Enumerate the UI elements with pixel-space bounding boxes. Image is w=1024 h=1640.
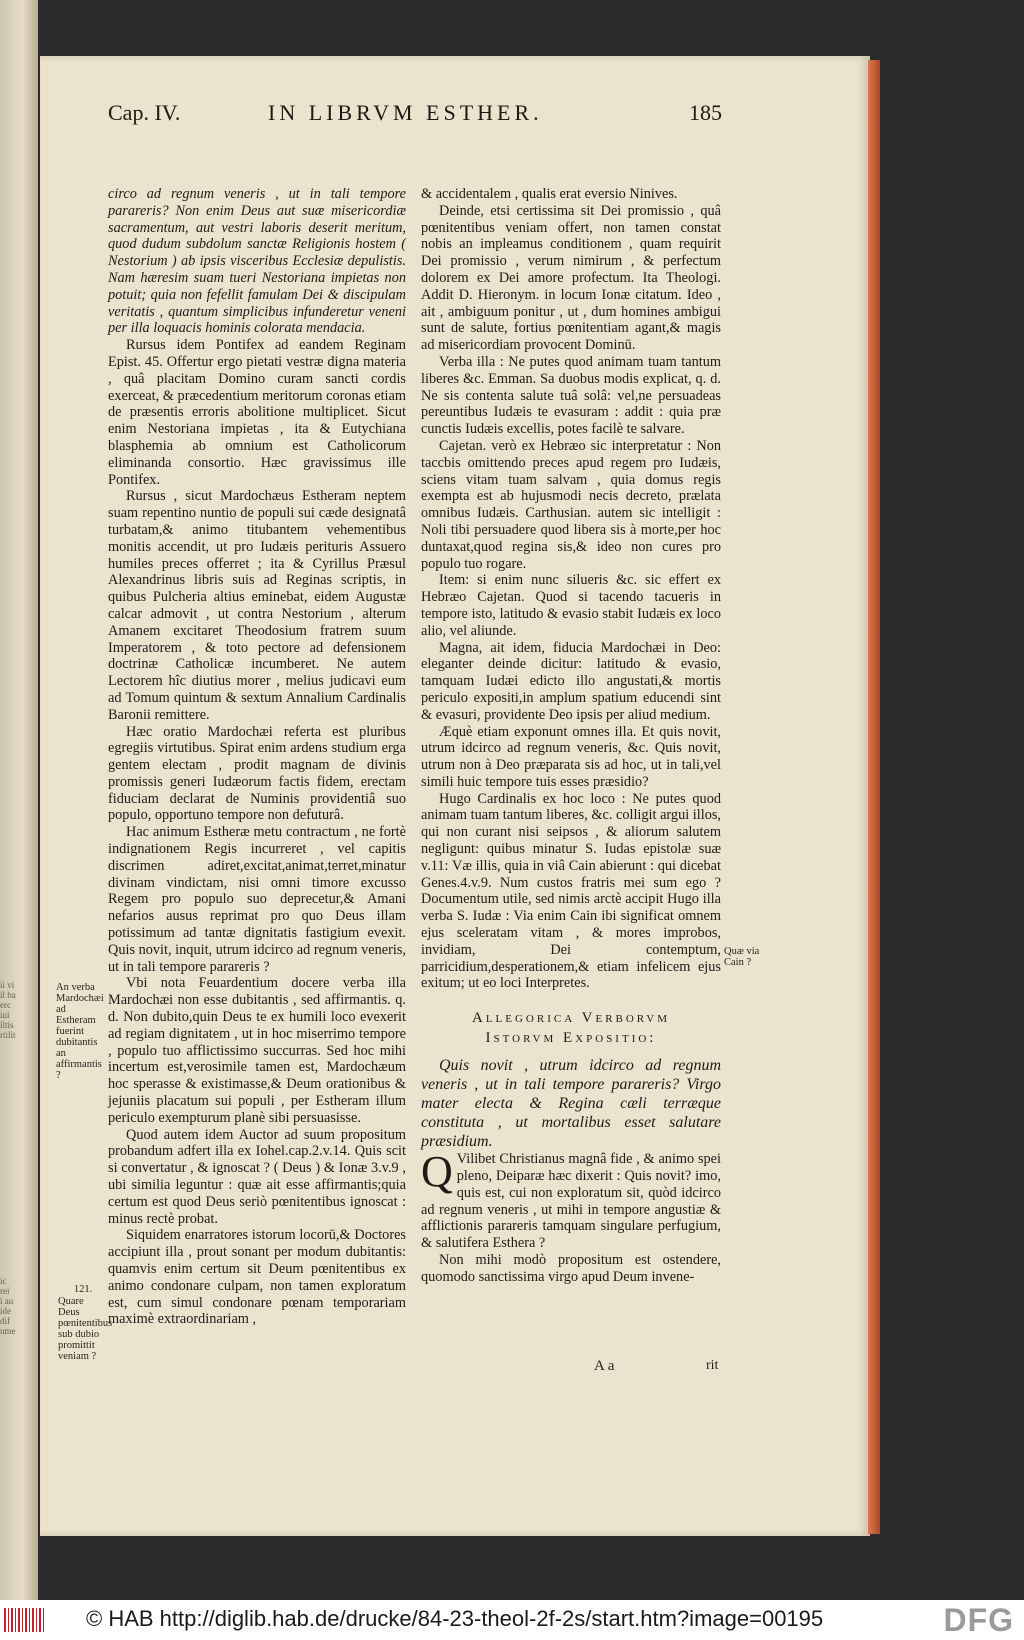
bleed-fragment: ide <box>0 1306 11 1316</box>
section-lead-quote: Quis novit , utrum idcirco ad regnum veneris , ut in tali tempore parareris? Virgo mater electa & Regina cæli terræque constituta , ut mortalibus esset salutare præsidium. <box>421 1057 721 1151</box>
dfg-logo: DFG <box>943 1602 1014 1638</box>
paragraph: Vbi nota Feuardentium docere verba illa Mardochæi non esse dubitantis , sed affirmantis. q. d. Non dubito,quin Deus te ex humili loco evexerit ad regiam dignitatem , ut in hoc miserrimo tempore , populo tuo afflictissimo succurras. Sed hoc mihi incertum est,verosimile tamen est, Mardochæum hoc sperasse & existimasse,& Deum orationibus & jejuniis placatum sui populi , per Estheram illum periculo exempturum planè sibi persuasisse. <box>108 975 406 1126</box>
paragraph <box>421 1147 721 1252</box>
paragraph-text: Vilibet Christianus magnâ fide , & animo spei pleno, Deiparæ hæc dixerit : Quis novit? imo, quis est, cui non exploratum sit, quòd idcirco ad regnum veneris , ut mihi in tempore angustiæ & afflictionis parareris tamquam singulare perfugium, & salutifera Esthera ? <box>421 1151 721 1252</box>
page-number: 185 <box>689 100 722 125</box>
running-header <box>108 100 722 128</box>
paragraph: & accidentalem , qualis erat eversio Ninives. <box>421 186 678 202</box>
bleed-fragment: dif <box>0 1316 10 1326</box>
bleed-fragment: ume <box>0 1326 16 1336</box>
paragraph: circo ad regnum veneris , ut in tali tempore parareris? Non enim Deus aut suæ misericordiæ sacramentum, aut vestri laboris deserit meritum, quod dudum subdolum sanctæ Religionis hostem ( Nestorium ) ab ipsis visceribus Ecclesiæ depulistis. Nam hæresim suam tueri Nestoriana impietas non potuit; quia non fefellit famulam Dei & discipulam veritatis , quantum simplicibus infunderetur veneni per illa loquacis hominis colorata mendacia. <box>108 186 406 337</box>
running-title: IN LIBRVM ESTHER. <box>268 100 543 125</box>
margin-note: Quare Deus pœnitentibus sub dubio promittit veniam ? <box>58 1296 113 1362</box>
margin-note: An verba Mardochæi ad Estheram fuerint dubitantis an affirmantis ? <box>56 982 104 1081</box>
paragraph: Æquè etiam exponunt omnes illa. Et quis novit, utrum idcirco ad regnum veneris, &c. Quis novit, utrum non à Deo præparata sis ad hoc, ut in tali,vel simili huic tempore tuis esses præsidio? <box>421 723 721 790</box>
paragraph: Rursus idem Pontifex ad eandem Reginam Epist. 45. Offertur ergo pietati vestræ digna materia , quâ placitam Domino curam sancti cordis exerceat, & præcedentium meritorum coronas etiam de præsentis erroris abolitione multiplicet. Sicut enim Nestoriana impietas , ita & Eutychiana blasphemia ab omnium est Catholicorum eliminanda consortio. Hæc gravissimus ille Pontifex. <box>108 337 406 488</box>
bleed-fragment: iltis <box>0 1020 14 1030</box>
chapter-label: Cap. IV. <box>108 100 181 125</box>
left-page-bleed-text-lower <box>0 1276 34 1336</box>
footer-bar <box>0 1600 1024 1640</box>
paragraph: Rursus , sicut Mardochæus Estheram neptem suam repentino nuntio de populi sui cæde designatâ turbatam,& animo titubantem vehementibus monitis accendit, ut pro Iudæis perituris Assuero humiles preces offerret ; ita & Cyrillus Præsul Alexandrinus libris suis ad Reginas scriptis, in quibus Pulcheria altius eminebat, eidem Augustæ calcar admovit , ut contra Nestorium , alterum Amanem excitaret Theodosium fratrem suum Imperatorem , & toto pectore ad defensionem doctrinæ Catholicæ incumberet. Ne autem Lectorem hîc diutius morer , melius judicavi eum ad Tomum quintum & sextum Annalium Cardinalis Baronii remittere. <box>108 488 406 723</box>
paragraph: Hæc oratio Mardochæi referta est pluribus egregiis virtutibus. Spirat enim ardens studium erga gentem electam , prodit magnam de divinis promissis generi Iudæorum factis fidem, erectam fiduciam declarat de Numinis providentiâ suo populo, opportuno tempore non defuturâ. <box>108 723 406 824</box>
bleed-fragment: i au <box>0 1296 14 1306</box>
bleed-fragment: il ba <box>0 990 16 1000</box>
paragraph: Quod autem idem Auctor ad suum propositum probandum adfert illa ex Iohel.cap.2.v.14. Quis scit si convertatur , & ignoscat ? ( Deus ) & Ionæ 3.v.9 , ubi similia leguntur : quæ ait esse affirmantis;quia certum est quod Deus seriò pœnitentibus ignoscat : minus rectè probat. <box>108 1126 406 1227</box>
catchword: rit <box>706 1358 719 1373</box>
bleed-fragment: ic <box>0 1276 7 1286</box>
paragraph: Cajetan. verò ex Hebræo sic interpretatur : Non taccbis omittendo preces apud regem pro Iudæis, sciens vitam tuam salvam , quia domus regis exempta est ab hujusmodi necis decreto, prælata omnibus Iudæis. Carthusian. autem sic intelligit : Noli tibi persuadere quod libera sis à morte,per hoc duntaxat,quod regina sis,& ideo non cures pro populo tuo rogare. <box>421 437 721 572</box>
paragraph: Deinde, etsi certissima sit Dei promissio , quâ pœnitentibus veniam offert, non tamen constat nobis an impleamus conditionem , quam requirit Dei promissio , verum nimirum , & perfectum dolorem ex Dei amore profectum. Ita Theologi. Addit D. Hieronym. in locum Ionæ citatum. Ideo , ait , ambiguum ponitur , ut , dum homines ambigui sunt de salute, fortius pœnitentiam agant,& magis ad misericordiam provocent Dominū. <box>421 202 721 354</box>
paragraph: Hac animum Estheræ metu contractum , ne fortè indignationem Regis incurreret , vel capitis discrimen adiret,excitat,animat,terret,minatur divinam vindictam, nisi omni timore excusso Regem pro populo suo deprecetur,& Amani nefarios ausus reprimat pro quo Deus illam potissimum ad tantæ dignitatis fastigium evexit. Quis novit, inquit, utrum idcirco ad regnum veneris, ut in tali tempore parareris ? <box>108 824 406 975</box>
bleed-fragment: rtilit <box>0 1030 16 1040</box>
paragraph: Item: si enim nunc silueris &c. sic effert ex Hebræo Cajetan. Quod si tacendo tacueris in tempore isto, latitudo & evasio stabit Iudæis ex loco alio, vel aliunde. <box>421 572 721 639</box>
paragraph: Verba illa : Ne putes quod animam tuam tantum liberes &c. Emman. Sa duobus modis explicat, q. d. Ne sis contenta salute tuâ solâ: vel,ne persuadeas pereuntibus Iudæis te evasuram : addit : quia præ cunctis Iudæis excellis, potes facilè te salvare. <box>421 353 721 438</box>
signature-mark: A a <box>594 1358 615 1374</box>
margin-note-number: 121. <box>73 1284 93 1295</box>
bleed-fragment: rei <box>0 1286 10 1296</box>
section-heading <box>421 1008 721 1048</box>
bleed-fragment: ii vi <box>0 980 15 990</box>
left-text-column <box>108 186 406 1328</box>
margin-note: Quæ via Cain ? <box>724 946 760 968</box>
barcode-icon <box>4 1608 44 1632</box>
right-text-column <box>421 186 721 1286</box>
paragraph: Siquidem enarratores istorum locorū,& Doctores accipiunt illa , prout sonant per modum dubitantis: quamvis enim certum sit Deum pœnitentibus ex animo condonare culpam, non tamen exploratum est, cum simul condonare pœnam temporariam maximè extraordinariam , <box>108 1227 406 1328</box>
paragraph: Magna, ait idem, fiducia Mardochæi in Deo: eleganter deinde dicitur: latitudo & evasio, tamquam Iudæi edicto illo angustati,& mortis periculo expositi,in amplum spatium educendi sint & evasuri, providente Deo ipsis per aliud medium. <box>421 639 721 723</box>
bleed-fragment: iui <box>0 1010 10 1020</box>
section-heading-line: Allegorica Verborvm <box>472 1010 670 1027</box>
drop-cap: Q <box>421 1147 453 1197</box>
page-red-edge <box>868 60 880 1534</box>
left-page-edge <box>0 0 38 1600</box>
paragraph: Non mihi modò propositum est ostendere, quomodo sanctissima virgo apud Deum invene- <box>421 1252 721 1285</box>
left-page-bleed-text <box>0 980 34 1040</box>
copyright-url[interactable]: © HAB http://diglib.hab.de/drucke/84-23-theol-2f-2s/start.htm?image=00195 <box>86 1606 824 1631</box>
bleed-fragment: erc <box>0 1000 11 1010</box>
paragraph: Hugo Cardinalis ex hoc loco : Ne putes quod animam tuam tantum liberes, &c. colligit argui illos, qui non curant nisi seipsos , & aliorum salutem negligunt: quibus minatur S. Iudas epistolæ suæ v.11: Væ illis, quia in viâ Cain abierunt : qui dicebat Genes.4.v.9. Num custos fratris mei sum ego ? Documentum utile, sed nimis arctè accipit Hugo illa verba S. Iudæ : Via enim Cain ibi significat omnem ejus sceleratam vitam , & mores improbos, invidiam, Dei contemptum, parricidium,desperationem,& etiam infelicem ejus exitum; ut eo loci Interpretes. <box>421 790 721 992</box>
section-heading-line: Istorvm Expositio: <box>485 1030 657 1047</box>
